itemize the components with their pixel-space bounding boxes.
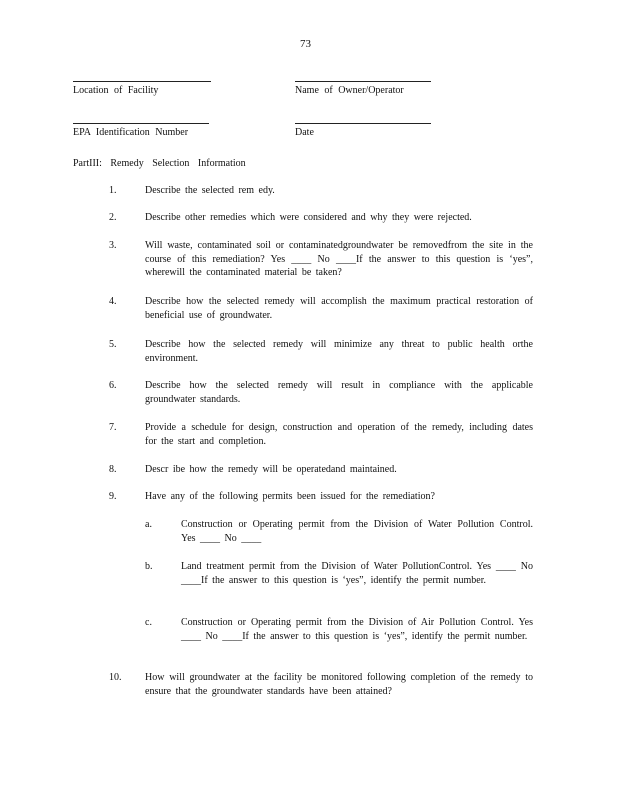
question-number: 1. [109, 185, 117, 196]
date-rule [295, 123, 431, 124]
part-title: PartIII: Remedy Selection Information [73, 158, 246, 169]
question-number: 3. [109, 240, 117, 251]
question-text: Describe how the selected remedy will minimize any threat to public health orthe environment. [145, 339, 533, 364]
question-text: Describe how the selected remedy will result in compliance with the applicable groundwater standards. [145, 380, 533, 405]
question-number: 5. [109, 339, 117, 350]
question-number: 4. [109, 296, 117, 307]
sub-question-letter: b. [145, 561, 153, 572]
location-label: Location of Facility [73, 85, 159, 96]
question-number: 10. [109, 672, 122, 683]
sub-question-text: Construction or Operating permit from the Division of Water Pollution Control. Yes ____ No ____ [181, 519, 533, 544]
epa-id-label: EPA Identification Number [73, 127, 189, 138]
question-text: Will waste, contaminated soil or contaminatedgroundwater be removedfrom the site in the course of this remediation? Yes ____ No ____If the answer to this question is ‘yes”, wherewill the contaminated material be taken? [145, 240, 533, 278]
sub-question-text: Construction or Operating permit from the Division of Air Pollution Control. Yes ____ No ____If the answer to this question is ‘yes”, identify the permit number. [181, 617, 533, 642]
owner-rule [295, 81, 431, 82]
sub-question-letter: c. [145, 617, 152, 628]
question-number: 6. [109, 380, 117, 391]
question-number: 7. [109, 422, 117, 433]
question-text: Have any of the following permits been issued for the remediation? [145, 491, 435, 502]
question-text: Describe other remedies which were considered and why they were rejected. [145, 212, 472, 223]
date-label: Date [295, 127, 314, 138]
question-text: Provide a schedule for design, construction and operation of the remedy, including dates for the start and completion. [145, 422, 533, 447]
epa-id-field [73, 123, 209, 140]
owner-field [295, 81, 431, 98]
page-number: 73 [300, 38, 311, 50]
question-text: Descr ibe how the remedy will be operatedand maintained. [145, 464, 397, 475]
question-number: 2. [109, 212, 117, 223]
sub-question-text: Land treatment permit from the Division of Water PollutionControl. Yes ____ No ____If the answer to this question is ‘yes”, identify the permit number. [181, 561, 533, 586]
epa-id-rule [73, 123, 209, 124]
sub-question-letter: a. [145, 519, 152, 530]
question-text: How will groundwater at the facility be monitored following completion of the remedy to ensure that the groundwater standards have been attained? [145, 672, 533, 697]
location-field [73, 81, 211, 98]
question-text: Describe how the selected remedy will accomplish the maximum practical restoration of beneficial use of groundwater. [145, 296, 533, 321]
question-number: 9. [109, 491, 117, 502]
location-rule [73, 81, 211, 82]
date-field [295, 123, 431, 140]
owner-label: Name of Owner/Operator [295, 85, 404, 96]
question-number: 8. [109, 464, 117, 475]
question-text: Describe the selected rem edy. [145, 185, 275, 196]
